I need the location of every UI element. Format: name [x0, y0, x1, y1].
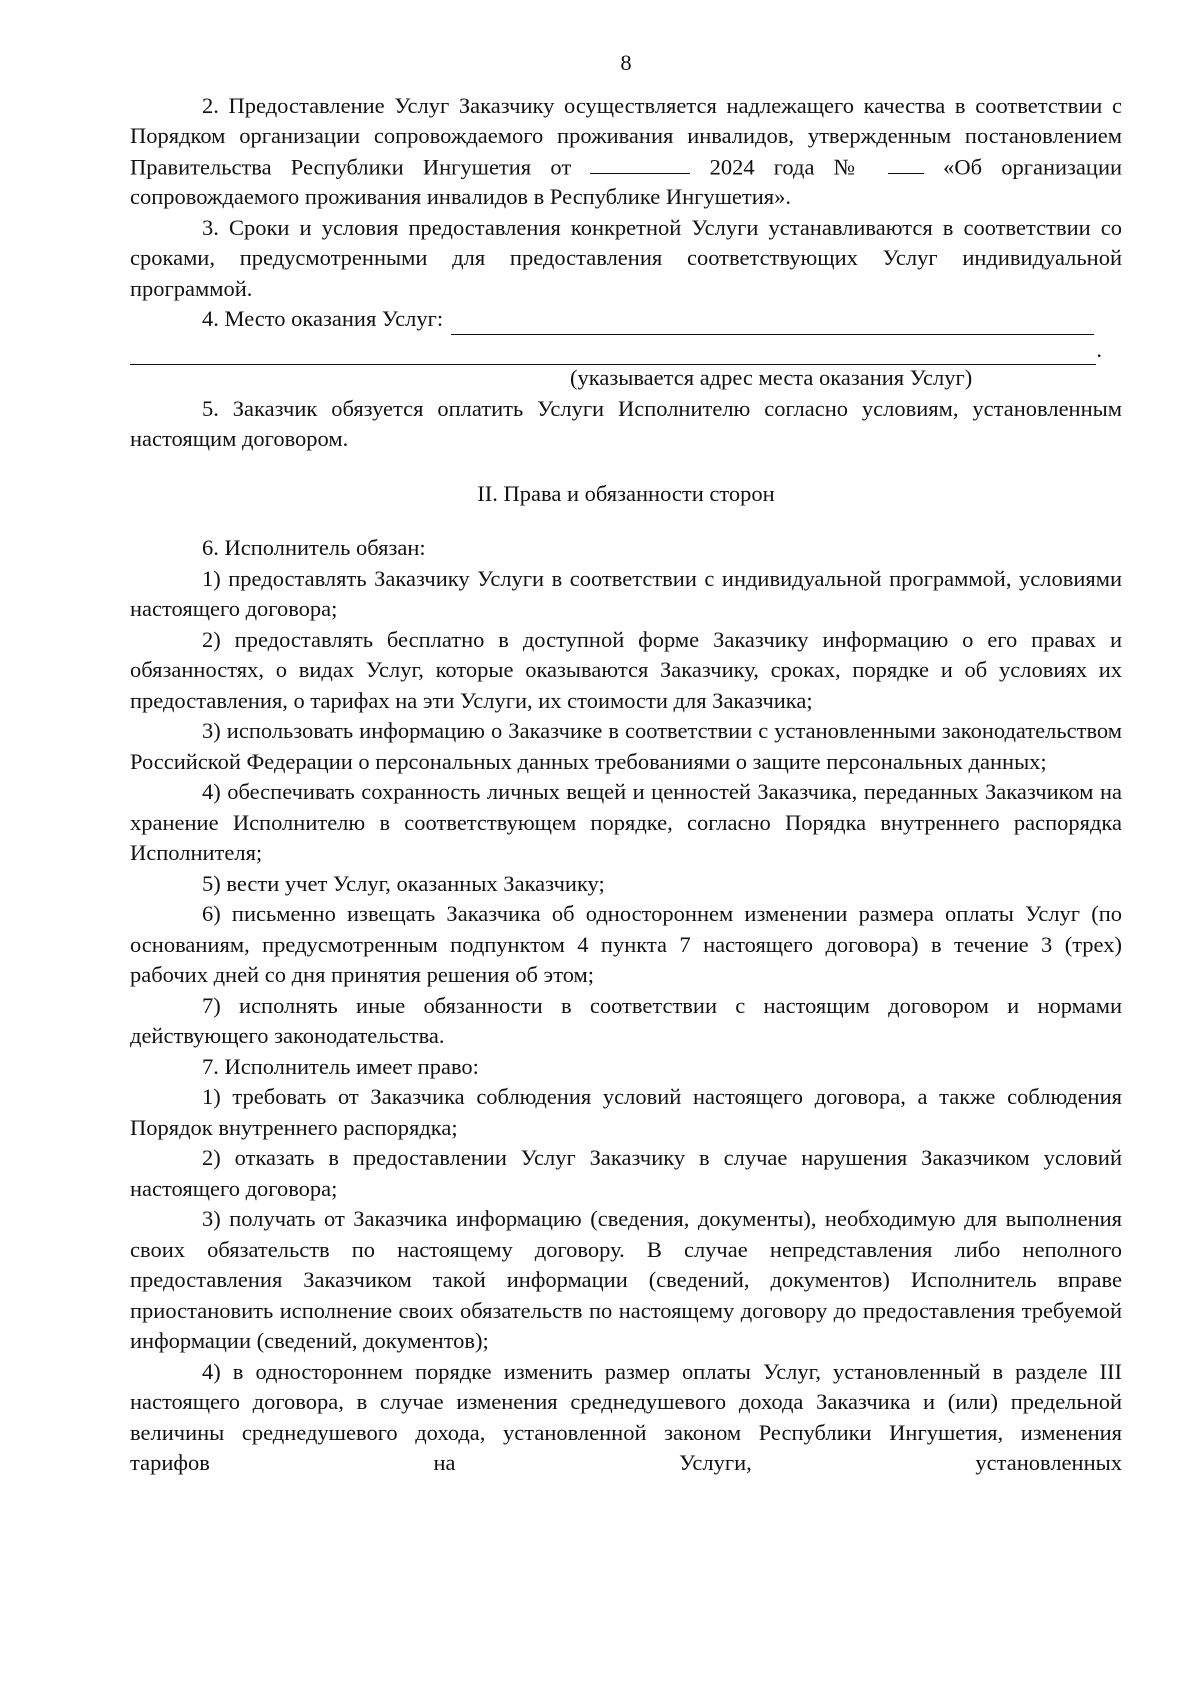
list-item: 6) письменно извещать Заказчика об одностороннем изменении размера оплаты Услуг (по основаниям, предусмотренным подпунктом 4 пункта 7 настоящего договора) в течение 3 (трех) рабочих дней со дня принятия решения об этом; [130, 901, 1122, 988]
place-caption: (указывается адрес места оказания Услуг) [570, 365, 973, 391]
list-item: 5) вести учет Услуг, оказанных Заказчику; [202, 870, 605, 896]
place-label: 4. Место оказания Услуг: [202, 306, 444, 332]
list-item: 4) в одностороннем порядке изменить размер оплаты Услуг, установленный в разделе III настоящего договора, в случае изменения среднедушевого дохода Заказчика и (или) предельной величины среднедушевого дохода, установленной законом Республики Ингушетия, изменения тарифов на Услуги, установленных [130, 1358, 1122, 1476]
paragraph-3: 3. Сроки и условия предоставления конкретной Услуги устанавливаются в соответствии со сроками, предусмотренными для предоставления соответствующих Услуг индивидуальной программой. [130, 214, 1122, 301]
paragraph-6: 6. Исполнитель обязан: [202, 535, 426, 561]
place-blank-line-2 [130, 342, 1096, 366]
number-blank [888, 152, 924, 174]
list-item: 3) использовать информацию о Заказчике в соответствии с установленными законодательством Российской Федерации о персональных данных требованиями о защите персональных данных; [130, 718, 1122, 774]
list-item: 7) исполнять иные обязанности в соответствии с настоящим договором и нормами действующего законодательства. [130, 992, 1122, 1049]
list-item: 1) требовать от Заказчика соблюдения условий настоящего договора, а также соблюдения Порядок внутреннего распорядка; [130, 1084, 1122, 1140]
paragraph-4 [130, 304, 1122, 335]
paragraph-2-title: «Об организации сопровождаемого проживания инвалидов в Республике Ингушетия». [130, 153, 1123, 210]
page-number: 8 [620, 50, 632, 75]
place-blank-line-1 [451, 311, 1094, 335]
list-item: 2) отказать в предоставлении Услуг Заказчику в случае нарушения Заказчиком условий настоящего договора; [130, 1145, 1122, 1201]
list-item: 2) предоставлять бесплатно в доступной форме Заказчику информацию о его правах и обязанностях, о видах Услуг, которые оказываются Заказчику, сроках, порядке и об условиях их предоставления, о тарифах на эти Услуги, их стоимости для Заказчика; [130, 626, 1122, 713]
place-blank-row: . [130, 335, 1122, 366]
paragraph-2-text: 2. Предоставление Услуг Заказчику осуществляется надлежащего качества в соответствии с Порядком организации сопровождаемого проживания инвалидов, утвержденным постановлением Правительства Республики Ингушетия [130, 92, 1122, 179]
paragraph-5: 5. Заказчик обязуется оплатить Услуги Исполнителю согласно условиям, установленным настоящим договором. [130, 395, 1122, 452]
paragraph-2-from: от [550, 153, 572, 179]
section-heading: II. Права и обязанности сторон [477, 480, 775, 506]
list-item: 1) предоставлять Заказчику Услуги в соответствии с индивидуальной программой, условиями настоящего договора; [130, 565, 1122, 622]
list-item: 3) получать от Заказчика информацию (сведения, документы), необходимую для выполнения своих обязательств по настоящему договору. В случае непредставления либо неполного предоставления Заказчиком такой информации (сведений, документов) Исполнитель вправе приостановить исполнение своих обязательств по настоящему договору до предоставления требуемой информации (сведений, документов); [130, 1206, 1122, 1354]
paragraph-7: 7. Исполнитель имеет право: [202, 1053, 479, 1079]
paragraph-2-year: 2024 года № [709, 153, 869, 179]
paragraph-2 [130, 91, 1122, 213]
list-item: 4) обеспечивать сохранность личных вещей и ценностей Заказчика, переданных Заказчиком на хранение Исполнителю в соответствующем порядке, согласно Порядка внутреннего распорядка Исполнителя; [130, 779, 1122, 866]
date-blank [590, 152, 690, 174]
